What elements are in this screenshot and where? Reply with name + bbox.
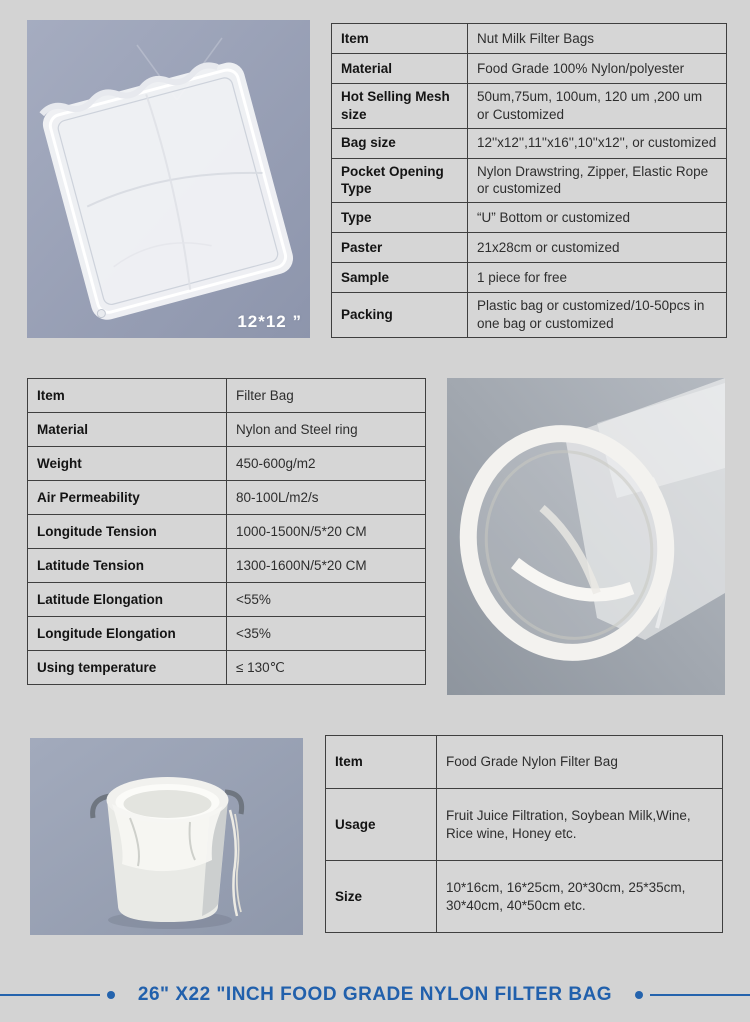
spec-label: Item [326, 736, 437, 789]
flat-mesh-bag-illustration [27, 20, 310, 338]
table-row [28, 651, 426, 685]
table-row [28, 515, 426, 549]
spec-value: <55% [227, 583, 426, 617]
table-row [332, 203, 727, 233]
spec-label: Weight [28, 447, 227, 481]
spec-label: Hot Selling Mesh size [332, 84, 468, 129]
product-photo-flat-mesh-bag [27, 20, 310, 338]
spec-value: 450-600g/m2 [227, 447, 426, 481]
spec-value: <35% [227, 617, 426, 651]
spec-value: Nylon and Steel ring [227, 413, 426, 447]
spec-value: Nylon Drawstring, Zipper, Elastic Rope or customized [468, 158, 727, 203]
spec-label: Longitude Elongation [28, 617, 227, 651]
table-row [28, 549, 426, 583]
spec-label: Material [332, 54, 468, 84]
table-row [326, 736, 723, 789]
table-row [332, 54, 727, 84]
table-row [332, 233, 727, 263]
spec-value: 80-100L/m2/s [227, 481, 426, 515]
spec-label: Paster [332, 233, 468, 263]
bag-in-bucket-illustration [30, 738, 303, 935]
spec-label: Longitude Tension [28, 515, 227, 549]
spec-label: Item [28, 379, 227, 413]
spec-label: Size [326, 861, 437, 933]
table-row [332, 293, 727, 338]
table-row [28, 617, 426, 651]
ring-filter-bag-illustration [447, 378, 725, 695]
spec-value: Nut Milk Filter Bags [468, 24, 727, 54]
spec-label: Air Permeability [28, 481, 227, 515]
footer-dot-right [635, 991, 643, 999]
spec-table-food-grade-bag [325, 735, 723, 933]
table-row [332, 263, 727, 293]
spec-label: Latitude Elongation [28, 583, 227, 617]
footer-title-bar [0, 976, 750, 1014]
table-row [28, 447, 426, 481]
spec-label: Material [28, 413, 227, 447]
spec-value: “U” Bottom or customized [468, 203, 727, 233]
spec-table-filter-bag-properties [27, 378, 426, 685]
spec-label: Latitude Tension [28, 549, 227, 583]
spec-value: Food Grade Nylon Filter Bag [437, 736, 723, 789]
table-row [332, 24, 727, 54]
table-row [28, 413, 426, 447]
spec-label: Usage [326, 789, 437, 861]
spec-table-nut-milk-bags [331, 23, 727, 338]
spec-label: Using temperature [28, 651, 227, 685]
table-row [326, 861, 723, 933]
page-title: 26" X22 "INCH FOOD GRADE NYLON FILTER BAG [137, 984, 613, 1005]
spec-label: Sample [332, 263, 468, 293]
spec-value: Filter Bag [227, 379, 426, 413]
table-row [28, 379, 426, 413]
spec-value: 21x28cm or customized [468, 233, 727, 263]
table-row [28, 583, 426, 617]
spec-label: Item [332, 24, 468, 54]
product-photo-bag-in-bucket [30, 738, 303, 935]
bag-size-caption: 12*12 ” [237, 312, 302, 331]
spec-value: 1300-1600N/5*20 CM [227, 549, 426, 583]
table-row [332, 84, 727, 129]
spec-value: 10*16cm, 16*25cm, 20*30cm, 25*35cm, 30*40cm, 40*50cm etc. [437, 861, 723, 933]
spec-value: Food Grade 100% Nylon/polyester [468, 54, 727, 84]
product-photo-ring-filter-bag [447, 378, 725, 695]
spec-label: Pocket Opening Type [332, 158, 468, 203]
spec-value: 1000-1500N/5*20 CM [227, 515, 426, 549]
table-row [332, 128, 727, 158]
spec-value: 50um,75um, 100um, 120 um ,200 um or Customized [468, 84, 727, 129]
table-row [28, 481, 426, 515]
table-row [326, 789, 723, 861]
table-row [332, 158, 727, 203]
spec-value: ≤ 130℃ [227, 651, 426, 685]
footer-line-left [0, 994, 100, 996]
spec-value: Fruit Juice Filtration, Soybean Milk,Wine, Rice wine, Honey etc. [437, 789, 723, 861]
spec-value: 1 piece for free [468, 263, 727, 293]
footer-dot-left [107, 991, 115, 999]
spec-label: Bag size [332, 128, 468, 158]
spec-label: Type [332, 203, 468, 233]
footer-line-right [650, 994, 750, 996]
spec-value: Plastic bag or customized/10-50pcs in one bag or customized [468, 293, 727, 338]
spec-label: Packing [332, 293, 468, 338]
spec-value: 12''x12'',11''x16'',10''x12'', or customized [468, 128, 727, 158]
